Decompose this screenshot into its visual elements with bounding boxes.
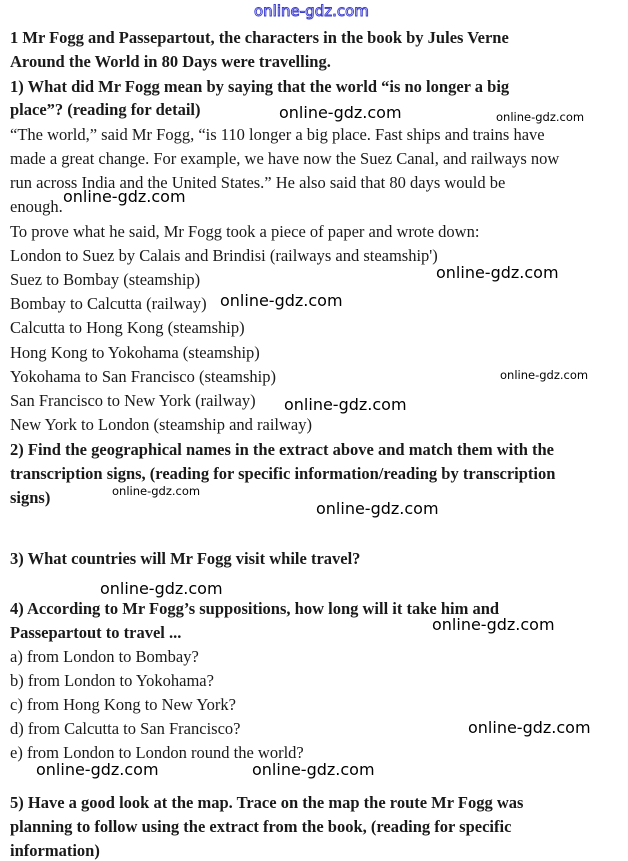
- watermark: online-gdz.com: [279, 103, 402, 122]
- watermark: online-gdz.com: [496, 110, 585, 124]
- route-item-6: Yokohama to San Francisco (steamship): [10, 367, 276, 386]
- extract-line-3: run across India and the United States.” He also said that 80 days would be: [10, 173, 506, 192]
- watermark: online-gdz.com: [284, 395, 407, 414]
- watermark: online-gdz.com: [112, 484, 201, 498]
- question-2-line-3: signs): [10, 488, 51, 507]
- extract-line-1: “The world,” said Mr Fogg, “is 110 longer a big place. Fast ships and trains have: [10, 125, 545, 144]
- extract-line-5: To prove what he said, Mr Fogg took a piece of paper and wrote down:: [10, 222, 480, 241]
- question-2-line-1: 2) Find the geographical names in the extract above and match them with the: [10, 440, 555, 459]
- watermark: online-gdz.com: [500, 368, 589, 382]
- route-item-1: London to Suez by Calais and Brindisi (railways and steamship'): [10, 246, 438, 265]
- watermark: online-gdz.com: [220, 291, 343, 310]
- question-5-line-3: information): [10, 841, 100, 860]
- watermark: online-gdz.com: [468, 718, 591, 737]
- watermark: online-gdz.com: [432, 615, 555, 634]
- question-4-line-2: Passepartout to travel ...: [10, 623, 182, 642]
- route-item-4: Calcutta to Hong Kong (steamship): [10, 318, 245, 337]
- watermark-header: online-gdz.com: [254, 2, 369, 20]
- question-1-line-2: place”? (reading for detail): [10, 100, 201, 119]
- question-4-item-e: e) from London to London round the world?: [10, 743, 304, 762]
- route-item-8: New York to London (steamship and railway): [10, 415, 312, 434]
- question-4-item-d: d) from Calcutta to San Francisco?: [10, 719, 241, 738]
- extract-line-2: made a great change. For example, we have now the Suez Canal, and railways now: [10, 149, 560, 168]
- watermark: online-gdz.com: [316, 499, 439, 518]
- heading-line-2: Around the World in 80 Days were travelling.: [10, 52, 331, 71]
- question-4-line-1: 4) According to Mr Fogg’s suppositions, how long will it take him and: [10, 599, 500, 618]
- question-1-line-1: 1) What did Mr Fogg mean by saying that the world “is no longer a big: [10, 77, 510, 96]
- question-4-item-a: a) from London to Bombay?: [10, 647, 199, 666]
- question-4-item-b: b) from London to Yokohama?: [10, 671, 214, 690]
- heading-line-1: 1 Mr Fogg and Passepartout, the characters in the book by Jules Verne: [10, 28, 509, 47]
- question-4-item-c: c) from Hong Kong to New York?: [10, 695, 236, 714]
- question-5-line-2: planning to follow using the extract from the book, (reading for specific: [10, 817, 512, 836]
- watermark: online-gdz.com: [36, 760, 159, 779]
- watermark: online-gdz.com: [252, 760, 375, 779]
- question-5-line-1: 5) Have a good look at the map. Trace on the map the route Mr Fogg was: [10, 793, 524, 812]
- watermark: online-gdz.com: [100, 579, 223, 598]
- route-item-5: Hong Kong to Yokohama (steamship): [10, 343, 260, 362]
- route-item-3: Bombay to Calcutta (railway): [10, 294, 207, 313]
- watermark: online-gdz.com: [436, 263, 559, 282]
- question-3: 3) What countries will Mr Fogg visit while travel?: [10, 549, 361, 568]
- question-2-line-2: transcription signs, (reading for specific information/reading by transcription: [10, 464, 556, 483]
- extract-line-4: enough.: [10, 197, 63, 216]
- watermark: online-gdz.com: [63, 187, 186, 206]
- route-item-2: Suez to Bombay (steamship): [10, 270, 201, 289]
- route-item-7: San Francisco to New York (railway): [10, 391, 256, 410]
